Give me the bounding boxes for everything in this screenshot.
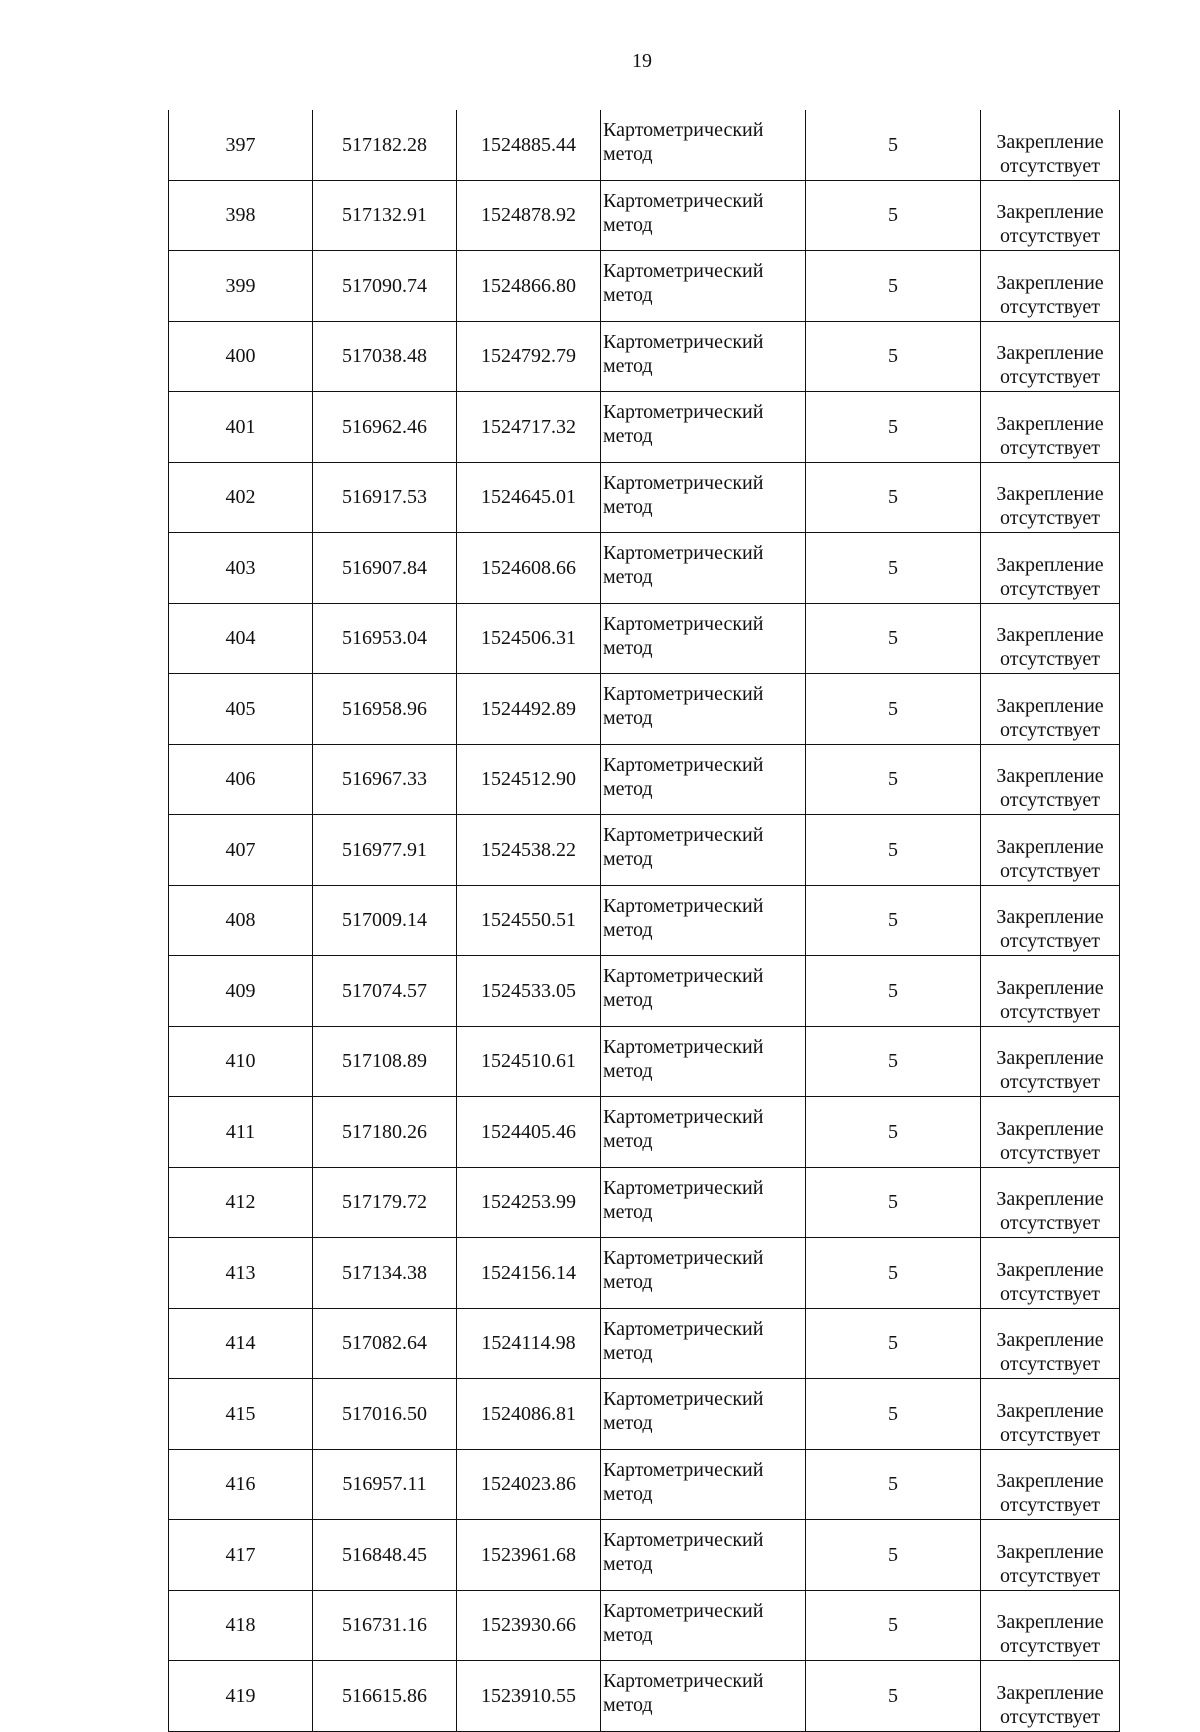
point-number-cell: 409 [169,956,313,1027]
x-coordinate-cell: 516615.86 [313,1661,457,1732]
y-coordinate-cell: 1524114.98 [457,1308,601,1379]
accuracy-cell: 5 [806,180,981,251]
y-coordinate-cell: 1523910.55 [457,1661,601,1732]
x-coordinate-cell: 516967.33 [313,744,457,815]
table-row [169,1238,1120,1309]
method-cell [601,815,806,886]
fixing-text: Закрепление отсутствует [996,1399,1104,1446]
table-row [169,1520,1120,1591]
method-cell [601,1590,806,1661]
x-coordinate-cell: 517038.48 [313,321,457,392]
table-row [169,956,1120,1027]
y-coordinate-cell: 1524156.14 [457,1238,601,1309]
accuracy-cell: 5 [806,1097,981,1168]
table-row [169,885,1120,956]
fixing-cell [981,251,1120,322]
point-number-cell: 419 [169,1661,313,1732]
fixing-text: Закрепление отсутствует [996,835,1104,882]
accuracy-cell: 5 [806,392,981,463]
fixing-cell [981,1097,1120,1168]
method-cell [601,392,806,463]
method-cell [601,1238,806,1309]
method-text: Картометрический метод [603,612,764,659]
fixing-text: Закрепление отсутствует [996,976,1104,1023]
method-cell [601,1026,806,1097]
method-text: Картометрический метод [603,119,764,165]
x-coordinate-cell: 517182.28 [313,110,457,180]
fixing-text: Закрепление отсутствует [996,553,1104,600]
fixing-cell [981,462,1120,533]
table-row [169,1167,1120,1238]
method-text: Картометрический метод [603,1458,764,1505]
method-cell [601,744,806,815]
table-row [169,110,1120,180]
table-row [169,674,1120,745]
accuracy-cell: 5 [806,1238,981,1309]
table-row [169,1097,1120,1168]
method-cell [601,180,806,251]
table-row [169,603,1120,674]
accuracy-cell: 5 [806,462,981,533]
x-coordinate-cell: 516958.96 [313,674,457,745]
accuracy-cell: 5 [806,885,981,956]
table-row [169,1449,1120,1520]
x-coordinate-cell: 516917.53 [313,462,457,533]
x-coordinate-cell: 517016.50 [313,1379,457,1450]
point-number-cell: 397 [169,110,313,180]
x-coordinate-cell: 517074.57 [313,956,457,1027]
fixing-cell [981,1520,1120,1591]
point-number-cell: 400 [169,321,313,392]
accuracy-cell: 5 [806,1661,981,1732]
fixing-text: Закрепление отсутствует [996,624,1104,670]
method-text: Картометрический метод [603,683,764,729]
page-number: 19 [632,50,652,72]
fixing-cell [981,1449,1120,1520]
method-text: Картометрический метод [603,1176,764,1223]
table-row [169,1026,1120,1097]
x-coordinate-cell: 517090.74 [313,251,457,322]
y-coordinate-cell: 1524253.99 [457,1167,601,1238]
method-cell [601,1097,806,1168]
fixing-text: Закрепление отсутствует [996,1611,1104,1657]
method-text: Картометрический метод [603,965,764,1011]
point-number-cell: 417 [169,1520,313,1591]
y-coordinate-cell: 1524512.90 [457,744,601,815]
accuracy-cell: 5 [806,1449,981,1520]
fixing-text: Закрепление отсутствует [996,1188,1104,1234]
table-row [169,180,1120,251]
table-row [169,392,1120,463]
fixing-text: Закрепление отсутствует [996,765,1104,811]
method-text: Картометрический метод [603,1599,764,1646]
table-row [169,251,1120,322]
point-number-cell: 399 [169,251,313,322]
y-coordinate-cell: 1524506.31 [457,603,601,674]
x-coordinate-cell: 517134.38 [313,1238,457,1309]
x-coordinate-cell: 516953.04 [313,603,457,674]
y-coordinate-cell: 1524878.92 [457,180,601,251]
table-row [169,462,1120,533]
fixing-text: Закрепление отсутствует [996,1540,1104,1587]
x-coordinate-cell: 517009.14 [313,885,457,956]
fixing-cell [981,321,1120,392]
method-cell [601,956,806,1027]
coordinates-table-body [169,110,1120,1731]
point-number-cell: 408 [169,885,313,956]
fixing-text: Закрепление отсутствует [996,1329,1104,1375]
accuracy-cell: 5 [806,956,981,1027]
y-coordinate-cell: 1523930.66 [457,1590,601,1661]
point-number-cell: 413 [169,1238,313,1309]
table-row [169,1590,1120,1661]
method-text: Картометрический метод [603,401,764,447]
fixing-text: Закрепление отсутствует [996,1047,1104,1093]
y-coordinate-cell: 1524405.46 [457,1097,601,1168]
y-coordinate-cell: 1524885.44 [457,110,601,180]
accuracy-cell: 5 [806,674,981,745]
method-cell [601,251,806,322]
point-number-cell: 401 [169,392,313,463]
y-coordinate-cell: 1524510.61 [457,1026,601,1097]
accuracy-cell: 5 [806,1308,981,1379]
point-number-cell: 415 [169,1379,313,1450]
accuracy-cell: 5 [806,815,981,886]
fixing-cell [981,603,1120,674]
point-number-cell: 407 [169,815,313,886]
y-coordinate-cell: 1524717.32 [457,392,601,463]
y-coordinate-cell: 1524866.80 [457,251,601,322]
y-coordinate-cell: 1524608.66 [457,533,601,604]
method-cell [601,462,806,533]
point-number-cell: 411 [169,1097,313,1168]
fixing-text: Закрепление отсутствует [996,412,1104,459]
point-number-cell: 403 [169,533,313,604]
method-cell [601,1167,806,1238]
fixing-cell [981,674,1120,745]
accuracy-cell: 5 [806,1379,981,1450]
y-coordinate-cell: 1524533.05 [457,956,601,1027]
fixing-cell [981,815,1120,886]
y-coordinate-cell: 1523961.68 [457,1520,601,1591]
method-cell [601,603,806,674]
fixing-text: Закрепление отсутствует [996,201,1104,247]
fixing-cell [981,1308,1120,1379]
method-text: Картометрический метод [603,753,764,800]
x-coordinate-cell: 516848.45 [313,1520,457,1591]
x-coordinate-cell: 516731.16 [313,1590,457,1661]
point-number-cell: 402 [169,462,313,533]
fixing-text: Закрепление отсутствует [996,694,1104,741]
fixing-text: Закрепление отсутствует [996,1470,1104,1516]
fixing-cell [981,956,1120,1027]
fixing-cell [981,1238,1120,1309]
accuracy-cell: 5 [806,321,981,392]
fixing-cell [981,392,1120,463]
method-cell [601,110,806,180]
point-number-cell: 410 [169,1026,313,1097]
y-coordinate-cell: 1524492.89 [457,674,601,745]
method-cell [601,1449,806,1520]
accuracy-cell: 5 [806,251,981,322]
method-text: Картометрический метод [603,1035,764,1082]
point-number-cell: 418 [169,1590,313,1661]
fixing-text: Закрепление отсутствует [996,342,1104,388]
method-cell [601,1520,806,1591]
table-row [169,1308,1120,1379]
method-text: Картометрический метод [603,1670,764,1716]
fixing-cell [981,885,1120,956]
method-text: Картометрический метод [603,1317,764,1364]
method-text: Картометрический метод [603,471,764,518]
method-cell [601,1661,806,1732]
method-cell [601,885,806,956]
table-row [169,1379,1120,1450]
method-text: Картометрический метод [603,894,764,941]
fixing-cell [981,744,1120,815]
x-coordinate-cell: 517180.26 [313,1097,457,1168]
table-row [169,533,1120,604]
table-row [169,1661,1120,1732]
y-coordinate-cell: 1524538.22 [457,815,601,886]
fixing-cell [981,110,1120,180]
coordinates-table-container [168,110,1116,1732]
x-coordinate-cell: 517132.91 [313,180,457,251]
method-cell [601,1379,806,1450]
x-coordinate-cell: 517108.89 [313,1026,457,1097]
coordinates-table [168,110,1120,1732]
fixing-cell [981,1026,1120,1097]
fixing-text: Закрепление отсутствует [996,483,1104,529]
x-coordinate-cell: 517082.64 [313,1308,457,1379]
x-coordinate-cell: 516977.91 [313,815,457,886]
accuracy-cell: 5 [806,533,981,604]
accuracy-cell: 5 [806,1167,981,1238]
y-coordinate-cell: 1524086.81 [457,1379,601,1450]
method-cell [601,321,806,392]
method-cell [601,674,806,745]
accuracy-cell: 5 [806,1590,981,1661]
accuracy-cell: 5 [806,110,981,180]
fixing-text: Закрепление отсутствует [996,906,1104,952]
fixing-text: Закрепление отсутствует [996,1117,1104,1164]
y-coordinate-cell: 1524792.79 [457,321,601,392]
fixing-text: Закрепление отсутствует [996,1681,1104,1728]
accuracy-cell: 5 [806,1026,981,1097]
method-text: Картометрический метод [603,542,764,588]
fixing-text: Закрепление отсутствует [996,130,1104,177]
point-number-cell: 416 [169,1449,313,1520]
method-text: Картометрический метод [603,330,764,377]
x-coordinate-cell: 516907.84 [313,533,457,604]
method-text: Картометрический метод [603,1247,764,1293]
fixing-cell [981,1167,1120,1238]
x-coordinate-cell: 517179.72 [313,1167,457,1238]
point-number-cell: 398 [169,180,313,251]
table-row [169,815,1120,886]
x-coordinate-cell: 516962.46 [313,392,457,463]
table-row [169,744,1120,815]
method-text: Картометрический метод [603,189,764,236]
method-text: Картометрический метод [603,1388,764,1434]
accuracy-cell: 5 [806,603,981,674]
accuracy-cell: 5 [806,1520,981,1591]
method-cell [601,533,806,604]
fixing-text: Закрепление отсутствует [996,271,1104,318]
point-number-cell: 404 [169,603,313,674]
method-text: Картометрический метод [603,824,764,870]
fixing-text: Закрепление отсутствует [996,1258,1104,1305]
accuracy-cell: 5 [806,744,981,815]
point-number-cell: 414 [169,1308,313,1379]
method-text: Картометрический метод [603,1529,764,1575]
y-coordinate-cell: 1524023.86 [457,1449,601,1520]
fixing-cell [981,1590,1120,1661]
y-coordinate-cell: 1524550.51 [457,885,601,956]
fixing-cell [981,180,1120,251]
y-coordinate-cell: 1524645.01 [457,462,601,533]
fixing-cell [981,1379,1120,1450]
point-number-cell: 412 [169,1167,313,1238]
table-row [169,321,1120,392]
point-number-cell: 405 [169,674,313,745]
method-cell [601,1308,806,1379]
fixing-cell [981,533,1120,604]
fixing-cell [981,1661,1120,1732]
method-text: Картометрический метод [603,1106,764,1152]
point-number-cell: 406 [169,744,313,815]
method-text: Картометрический метод [603,260,764,306]
x-coordinate-cell: 516957.11 [313,1449,457,1520]
